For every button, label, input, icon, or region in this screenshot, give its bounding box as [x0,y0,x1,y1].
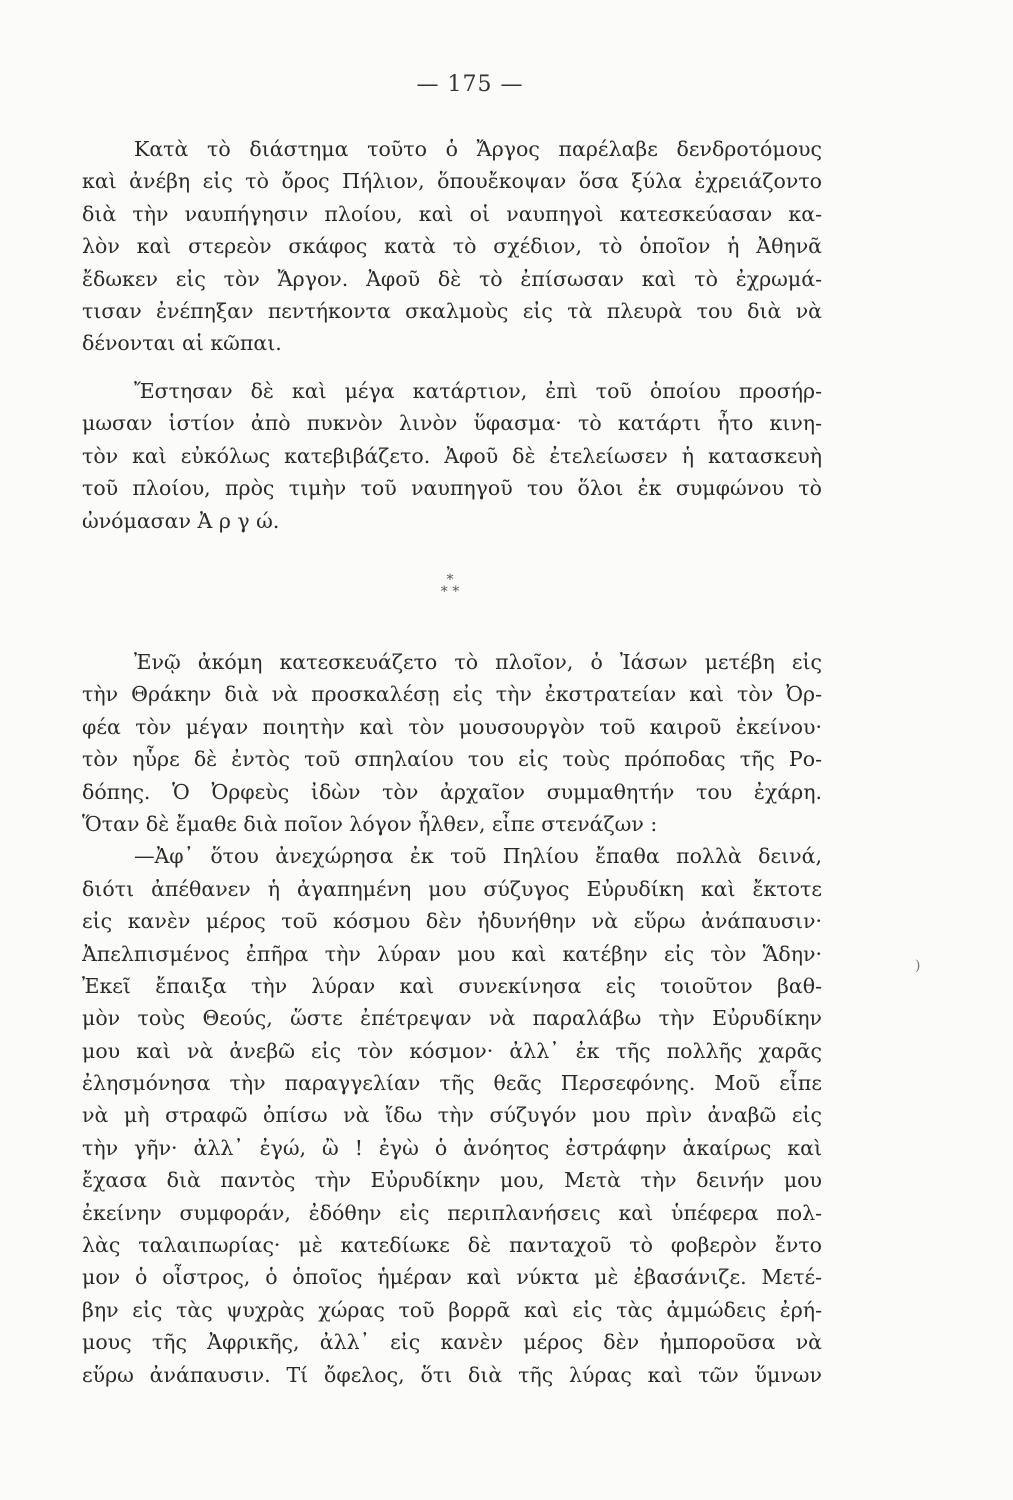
text-line: —Ἀφ᾽ ὅτου ἀνεχώρησα ἐκ τοῦ Πηλίου ἔπαθα πολλὰ δεινά, [134,844,822,869]
text-line: Ἔστησαν δὲ καὶ μέγα κατάρτιον, ἐπὶ τοῦ ὁποίου προσήρ- [134,379,822,403]
text-line: Ἐκεῖ ἔπαιξα τὴν λύραν καὶ συνεκίνησα εἰς τοιοῦτον βαθ- [82,973,822,998]
text-line: Ἐνῷ ἀκόμη κατεσκευάζετο τὸ πλοῖον, ὁ Ἰάσων μετέβη εἰς [134,650,822,674]
text-line: Ὅταν δὲ ἔμαθε διὰ ποῖον λόγον ἦλθεν, εἶπε στενάζων : [82,811,658,836]
paragraph-1 [82,133,822,360]
text-line: διὰ τὴν ναυπήγησιν πλοίου, καὶ οἱ ναυπηγοὶ κατεσκεύασαν κα- [82,201,822,226]
text-line: τὸν καὶ εὐκόλως κατεβιβάζετο. Ἀφοῦ δὲ ἐτελείωσεν ἡ κατασκευὴ [82,443,822,468]
text-line: νὰ μὴ στραφῶ ὀπίσω νὰ ἴδω τὴν σύζυγόν μου πρὶν ἀναβῶ εἰς [82,1103,822,1128]
text-line: εἰς κανὲν μέρος τοῦ κόσμου δὲν ἠδυνήθην νὰ εὕρω ἀνάπαυσιν· [82,909,822,934]
text-line: φέα τὸν μέγαν ποιητὴν καὶ τὸν μουσουργὸν τοῦ καιροῦ ἐκείνου· [82,714,822,739]
text-line: δένονται αἱ κῶπαι. [82,331,282,356]
asterism-top: * [446,572,454,588]
text-line: τοῦ πλοίου, πρὸς τιμὴν τοῦ ναυπηγοῦ του ὅλοι ἐκ συμφώνου τὸ [82,476,822,501]
text-line: ἔδωκεν εἰς τὸν Ἄργον. Ἀφοῦ δὲ τὸ ἐπίσωσαν καὶ τὸ ἐχρωμά- [82,266,822,291]
text-line: μον ὁ οἶστρος, ὁ ὁποῖος ἡμέραν καὶ νύκτα μὲ ἐβασάνιζε. Μετέ- [82,1265,822,1290]
text-line: Κατὰ τὸ διάστημα τοῦτο ὁ Ἄργος παρέλαβε δενδροτόμους [134,137,822,161]
paragraph-2 [82,375,822,537]
text-line: ὠνόμασαν Ἀ ρ γ ώ. [82,508,280,533]
text-line: διότι ἀπέθανεν ἡ ἀγαπημένη μου σύζυγος Εὐρυδίκη καὶ ἔκτοτε [82,876,822,901]
text-line: ἔχασα διὰ παντὸς τὴν Εὐρυδίκην μου, Μετὰ τὴν δεινήν μου [82,1168,822,1193]
text-line: καὶ ἀνέβη εἰς τὸ ὄρος Πήλιον, ὅπουἔκοψαν ὅσα ξύλα ἐχρειάζοντο [82,169,822,194]
text-line: μὸν τοὺς Θεούς, ὥστε ἐπέτρεψαν νὰ παραλάβω τὴν Εὐρυδίκην [82,1006,822,1031]
text-line: μου καὶ νὰ ἀνεβῶ εἰς τὸν κόσμον· ἀλλ᾽ ἐκ τῆς πολλῆς χαρᾶς [82,1038,822,1063]
asterism-bottom: * * [440,584,460,600]
text-line: τισαν ἐνέπηξαν πεντήκοντα σκαλμοὺς εἰς τὰ πλευρὰ του διὰ νὰ [82,298,822,323]
text-line: βην εἰς τὰς ψυχρὰς χώρας τοῦ βορρᾶ καὶ εἰς τὰς ἀμμώδεις ἐρή- [82,1297,822,1322]
text-line: μους τῆς Ἀφρικῆς, ἀλλ᾽ εἰς κανὲν μέρος δὲν ἠμποροῦσα νὰ [82,1330,822,1355]
text-line: τὸν ηὗρε δὲ ἐντὸς τοῦ σπηλαίου του εἰς τοὺς πρόποδας τῆς Ρο- [82,747,822,772]
section-asterism [0,574,900,598]
text-line: τὴν Θράκην διὰ νὰ προσκαλέσῃ εἰς τὴν ἐκστρατείαν καὶ τὸν Ὀρ- [82,682,822,707]
text-line: τὴν γῆν· ἀλλ᾽ ἐγώ, ὢ ! ἐγὼ ὁ ἀνόητος ἐστράφην ἀκαίρως καὶ [82,1135,822,1160]
text-line: εὕρω ἀνάπαυσιν. Τί ὄφελος, ὅτι διὰ τῆς λύρας καὶ τῶν ὕμνων [82,1362,822,1387]
page-number: — 175 — [416,72,524,97]
text-line: Ἀπελπισμένος ἐπῆρα τὴν λύραν μου καὶ κατέβην εἰς τὸν Ἅδην· [82,941,822,966]
text-line: λὰς ταλαιπωρίας· μὲ κατεδίωκε δὲ πανταχοῦ τὸ φοβερὸν ἔντο [82,1233,822,1258]
text-line: δόπης. Ὁ Ὀρφεὺς ἰδὼν τὸν ἀρχαῖον συμμαθητήν του ἐχάρη. [82,779,822,804]
text-line: ἐκείνην συμφοράν, ἐδόθην εἰς περιπλανήσεις καὶ ὑπέφερα πολ- [82,1200,822,1225]
text-line: ἐλησμόνησα τὴν παραγγελίαν τῆς θεᾶς Περσεφόνης. Μοῦ εἶπε [82,1071,822,1096]
margin-paren-mark: ) [915,958,921,974]
paragraph-3 [82,646,822,1391]
text-line: λὸν καὶ στερεὸν σκάφος κατὰ τὸ σχέδιον, τὸ ὁποῖον ἡ Ἀθηνᾶ [82,234,822,259]
text-line: μωσαν ἱστίον ἀπὸ πυκνὸν λινὸν ὕφασμα· τὸ κατάρτι ἦτο κινη- [82,411,822,436]
